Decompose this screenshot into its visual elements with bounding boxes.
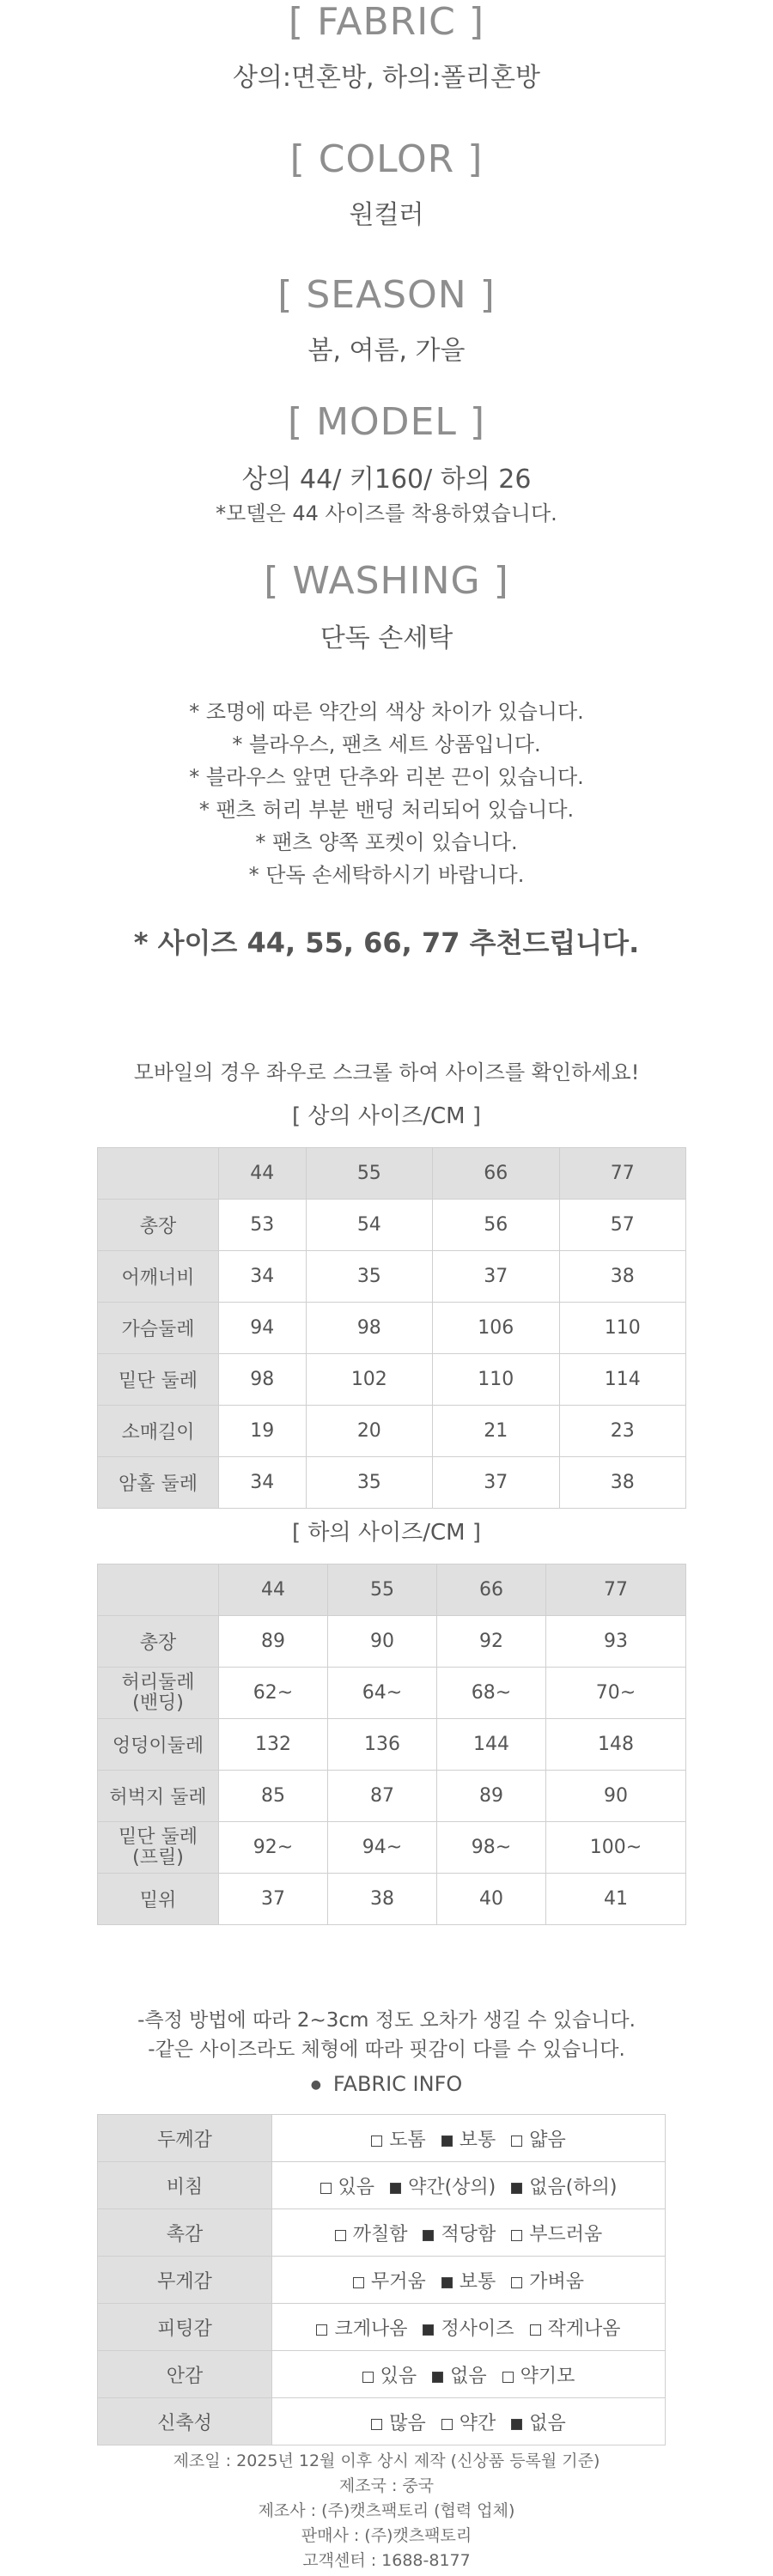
- fabric-info-label: 두께감: [98, 2115, 272, 2162]
- fabric-option-label: 크게나옴: [334, 2318, 408, 2340]
- row-label: 소매길이: [98, 1406, 219, 1457]
- fabric-info-row: [98, 2162, 666, 2209]
- table-cell: 23: [559, 1406, 685, 1457]
- fabric-option-label: 보통: [459, 2270, 496, 2293]
- size-column-header: 44: [219, 1148, 307, 1200]
- empty-box-icon: [502, 2372, 514, 2383]
- note-line: * 조명에 따른 약간의 색상 차이가 있습니다.: [189, 700, 584, 724]
- fabric-option-label: 없음: [529, 2412, 566, 2434]
- fabric-option-label: 있음: [338, 2176, 375, 2198]
- table-row: [98, 1668, 686, 1719]
- fabric-option-label: 작게나옴: [547, 2318, 621, 2340]
- fabric-info-title-row: [0, 2072, 773, 2096]
- table-cell: 110: [559, 1303, 685, 1354]
- size-column-header: 55: [328, 1564, 437, 1616]
- checked-box-icon: [423, 2324, 434, 2336]
- fabric-option-label: 있음: [380, 2365, 417, 2387]
- table-row: [98, 1303, 686, 1354]
- top-size-title: [ 상의 사이즈/CM ]: [291, 1103, 481, 1129]
- size-column-header: 77: [546, 1564, 686, 1616]
- fabric-info-row: [98, 2257, 666, 2304]
- row-label: 허리둘레 (밴딩): [98, 1668, 219, 1719]
- table-row: [98, 1457, 686, 1509]
- row-label: 밑위: [98, 1874, 219, 1925]
- empty-box-icon: [320, 2183, 332, 2194]
- table-cell: 37: [433, 1457, 559, 1509]
- fabric-option-label: 약간(상의): [408, 2176, 496, 2198]
- fabric-option-label: 없음(하의): [529, 2176, 618, 2198]
- size-column-header: 44: [219, 1564, 328, 1616]
- washing-heading: [ WASHING ]: [264, 559, 509, 603]
- season-heading: [ SEASON ]: [277, 273, 496, 317]
- table-row: [98, 1771, 686, 1822]
- fabric-option-label: 약간: [459, 2412, 496, 2434]
- table-cell: 94: [219, 1303, 307, 1354]
- table-cell: 136: [328, 1719, 437, 1771]
- fabric-value: 상의:면혼방, 하의:폴리혼방: [232, 63, 541, 93]
- table-row: [98, 1406, 686, 1457]
- fabric-option-label: 얇음: [529, 2129, 566, 2151]
- note-line: * 팬츠 허리 부분 밴딩 처리되어 있습니다.: [198, 798, 575, 822]
- checked-box-icon: [423, 2230, 434, 2241]
- measure-note: -같은 사이즈라도 체형에 따라 핏감이 다를 수 있습니다.: [148, 2038, 625, 2061]
- fabric-option-label: 무거움: [370, 2270, 426, 2293]
- size-column-header: 66: [437, 1564, 546, 1616]
- note-line: * 블라우스, 팬츠 세트 상품입니다.: [232, 732, 541, 756]
- table-cell: 54: [306, 1200, 432, 1251]
- table-cell: 100~: [546, 1822, 686, 1874]
- note-line: * 블라우스 앞면 단추와 리본 끈이 있습니다.: [189, 765, 584, 789]
- checked-box-icon: [511, 2183, 522, 2194]
- model-value: 상의 44/ 키160/ 하의 26: [241, 465, 532, 495]
- fabric-option-label: 적당함: [441, 2223, 496, 2245]
- fabric-info-row: [98, 2304, 666, 2351]
- table-cell: 34: [219, 1457, 307, 1509]
- row-label: 총장: [98, 1616, 219, 1668]
- table-corner: [98, 1148, 219, 1200]
- customer-center: 고객센터 : 1688-8177: [302, 2551, 471, 2570]
- season-value: 봄, 여름, 가을: [307, 336, 466, 366]
- empty-box-icon: [511, 2277, 522, 2288]
- empty-box-icon: [371, 2136, 382, 2147]
- table-cell: 148: [546, 1719, 686, 1771]
- table-cell: 38: [559, 1251, 685, 1303]
- table-cell: 92: [437, 1616, 546, 1668]
- mobile-scroll-hint: 모바일의 경우 좌우로 스크롤 하여 사이즈를 확인하세요!: [133, 1060, 640, 1084]
- empty-box-icon: [511, 2136, 522, 2147]
- table-cell: 68~: [437, 1668, 546, 1719]
- size-column-header: 66: [433, 1148, 559, 1200]
- table-row: [98, 1200, 686, 1251]
- table-cell: 38: [559, 1457, 685, 1509]
- fabric-info-row: [98, 2351, 666, 2398]
- fabric-info-label: 안감: [98, 2351, 272, 2398]
- fabric-option-label: 약기모: [520, 2365, 575, 2387]
- table-cell: 98: [219, 1354, 307, 1406]
- size-column-header: 77: [559, 1148, 685, 1200]
- fabric-info-table: [97, 2114, 666, 2445]
- table-cell: 110: [433, 1354, 559, 1406]
- table-cell: 64~: [328, 1668, 437, 1719]
- row-label: 허벅지 둘레: [98, 1771, 219, 1822]
- fabric-info-options: [272, 2304, 666, 2351]
- fabric-option-label: 보통: [459, 2129, 496, 2151]
- table-cell: 114: [559, 1354, 685, 1406]
- empty-box-icon: [316, 2324, 327, 2336]
- table-cell: 106: [433, 1303, 559, 1354]
- empty-box-icon: [441, 2419, 453, 2430]
- table-cell: 34: [219, 1251, 307, 1303]
- table-header-row: [98, 1564, 686, 1616]
- product-notes: [0, 696, 773, 891]
- empty-box-icon: [353, 2277, 364, 2288]
- table-cell: 90: [546, 1771, 686, 1822]
- fabric-info-row: [98, 2398, 666, 2445]
- bottom-size-title: [ 하의 사이즈/CM ]: [291, 1520, 481, 1546]
- color-value: 원컬러: [349, 200, 424, 230]
- fabric-option-label: 정사이즈: [441, 2318, 514, 2340]
- table-cell: 37: [219, 1874, 328, 1925]
- table-corner: [98, 1564, 219, 1616]
- empty-box-icon: [362, 2372, 374, 2383]
- manufacturer: 제조사 : (주)캣츠팩토리 (협력 업체): [258, 2501, 515, 2520]
- fabric-info-label: 무게감: [98, 2257, 272, 2304]
- table-cell: 40: [437, 1874, 546, 1925]
- table-cell: 37: [433, 1251, 559, 1303]
- table-row: [98, 1719, 686, 1771]
- fabric-info-label: 촉감: [98, 2209, 272, 2257]
- table-cell: 90: [328, 1616, 437, 1668]
- row-label: 엉덩이둘레: [98, 1719, 219, 1771]
- washing-value: 단독 손세탁: [320, 623, 453, 653]
- fabric-info-options: [272, 2257, 666, 2304]
- fabric-option-label: 많음: [389, 2412, 426, 2434]
- fabric-info-row: [98, 2115, 666, 2162]
- manufacture-date: 제조일 : 2025년 12월 이후 상시 제작 (신상품 등록월 기준): [173, 2451, 600, 2470]
- empty-box-icon: [335, 2230, 346, 2241]
- measure-note: -측정 방법에 따라 2~3cm 정도 오차가 생길 수 있습니다.: [137, 2009, 636, 2032]
- empty-box-icon: [530, 2324, 541, 2336]
- table-row: [98, 1874, 686, 1925]
- table-cell: 87: [328, 1771, 437, 1822]
- top-size-table: [97, 1147, 686, 1509]
- row-label: 암홀 둘레: [98, 1457, 219, 1509]
- table-cell: 56: [433, 1200, 559, 1251]
- checked-box-icon: [441, 2136, 453, 2147]
- empty-box-icon: [371, 2419, 382, 2430]
- table-cell: 98~: [437, 1822, 546, 1874]
- measurement-notes: [0, 2006, 773, 2064]
- table-cell: 38: [328, 1874, 437, 1925]
- size-column-header: 55: [306, 1148, 432, 1200]
- note-line: * 팬츠 양쪽 포켓이 있습니다.: [255, 830, 518, 854]
- fabric-info-options: [272, 2351, 666, 2398]
- table-row: [98, 1822, 686, 1874]
- table-cell: 89: [219, 1616, 328, 1668]
- table-cell: 62~: [219, 1668, 328, 1719]
- fabric-option-label: 까칠함: [352, 2223, 408, 2245]
- table-cell: 35: [306, 1251, 432, 1303]
- bullet-icon: ●: [310, 2078, 321, 2092]
- country-of-origin: 제조국 : 중국: [338, 2476, 435, 2495]
- model-heading: [ MODEL ]: [287, 400, 486, 444]
- size-recommendation: * 사이즈 44, 55, 66, 77 추천드립니다.: [133, 927, 640, 959]
- row-label: 가슴둘레: [98, 1303, 219, 1354]
- row-label: 총장: [98, 1200, 219, 1251]
- fabric-heading: [ FABRIC ]: [288, 0, 485, 44]
- table-row: [98, 1616, 686, 1668]
- table-cell: 70~: [546, 1668, 686, 1719]
- table-cell: 57: [559, 1200, 685, 1251]
- checked-box-icon: [390, 2183, 401, 2194]
- product-info-footer: [0, 2449, 773, 2573]
- fabric-option-label: 없음: [450, 2365, 487, 2387]
- table-cell: 132: [219, 1719, 328, 1771]
- row-label: 밑단 둘레: [98, 1354, 219, 1406]
- checked-box-icon: [432, 2372, 443, 2383]
- row-label: 어깨너비: [98, 1251, 219, 1303]
- table-cell: 35: [306, 1457, 432, 1509]
- table-cell: 19: [219, 1406, 307, 1457]
- fabric-info-label: 비침: [98, 2162, 272, 2209]
- table-cell: 89: [437, 1771, 546, 1822]
- table-cell: 102: [306, 1354, 432, 1406]
- fabric-info-options: [272, 2162, 666, 2209]
- table-cell: 41: [546, 1874, 686, 1925]
- table-cell: 85: [219, 1771, 328, 1822]
- fabric-option-label: 도톰: [389, 2129, 426, 2151]
- table-cell: 94~: [328, 1822, 437, 1874]
- table-cell: 21: [433, 1406, 559, 1457]
- table-cell: 98: [306, 1303, 432, 1354]
- fabric-info-options: [272, 2398, 666, 2445]
- fabric-info-label: 피팅감: [98, 2304, 272, 2351]
- row-label: 밑단 둘레 (프릴): [98, 1822, 219, 1874]
- table-cell: 93: [546, 1616, 686, 1668]
- table-cell: 20: [306, 1406, 432, 1457]
- seller: 판매사 : (주)캣츠팩토리: [301, 2526, 472, 2545]
- fabric-info-row: [98, 2209, 666, 2257]
- fabric-info-options: [272, 2209, 666, 2257]
- checked-box-icon: [511, 2419, 522, 2430]
- table-cell: 92~: [219, 1822, 328, 1874]
- fabric-option-label: 부드러움: [529, 2223, 603, 2245]
- table-row: [98, 1251, 686, 1303]
- color-heading: [ COLOR ]: [289, 137, 484, 181]
- table-row: [98, 1354, 686, 1406]
- table-cell: 53: [219, 1200, 307, 1251]
- fabric-info-options: [272, 2115, 666, 2162]
- fabric-info-title: FABRIC INFO: [332, 2072, 463, 2096]
- model-note: *모델은 44 사이즈를 착용하였습니다.: [216, 501, 557, 526]
- empty-box-icon: [511, 2230, 522, 2241]
- table-header-row: [98, 1148, 686, 1200]
- note-line: * 단독 손세탁하시기 바랍니다.: [248, 863, 525, 887]
- table-cell: 144: [437, 1719, 546, 1771]
- fabric-option-label: 가벼움: [529, 2270, 585, 2293]
- checked-box-icon: [441, 2277, 453, 2288]
- fabric-info-label: 신축성: [98, 2398, 272, 2445]
- bottom-size-table: [97, 1564, 686, 1925]
